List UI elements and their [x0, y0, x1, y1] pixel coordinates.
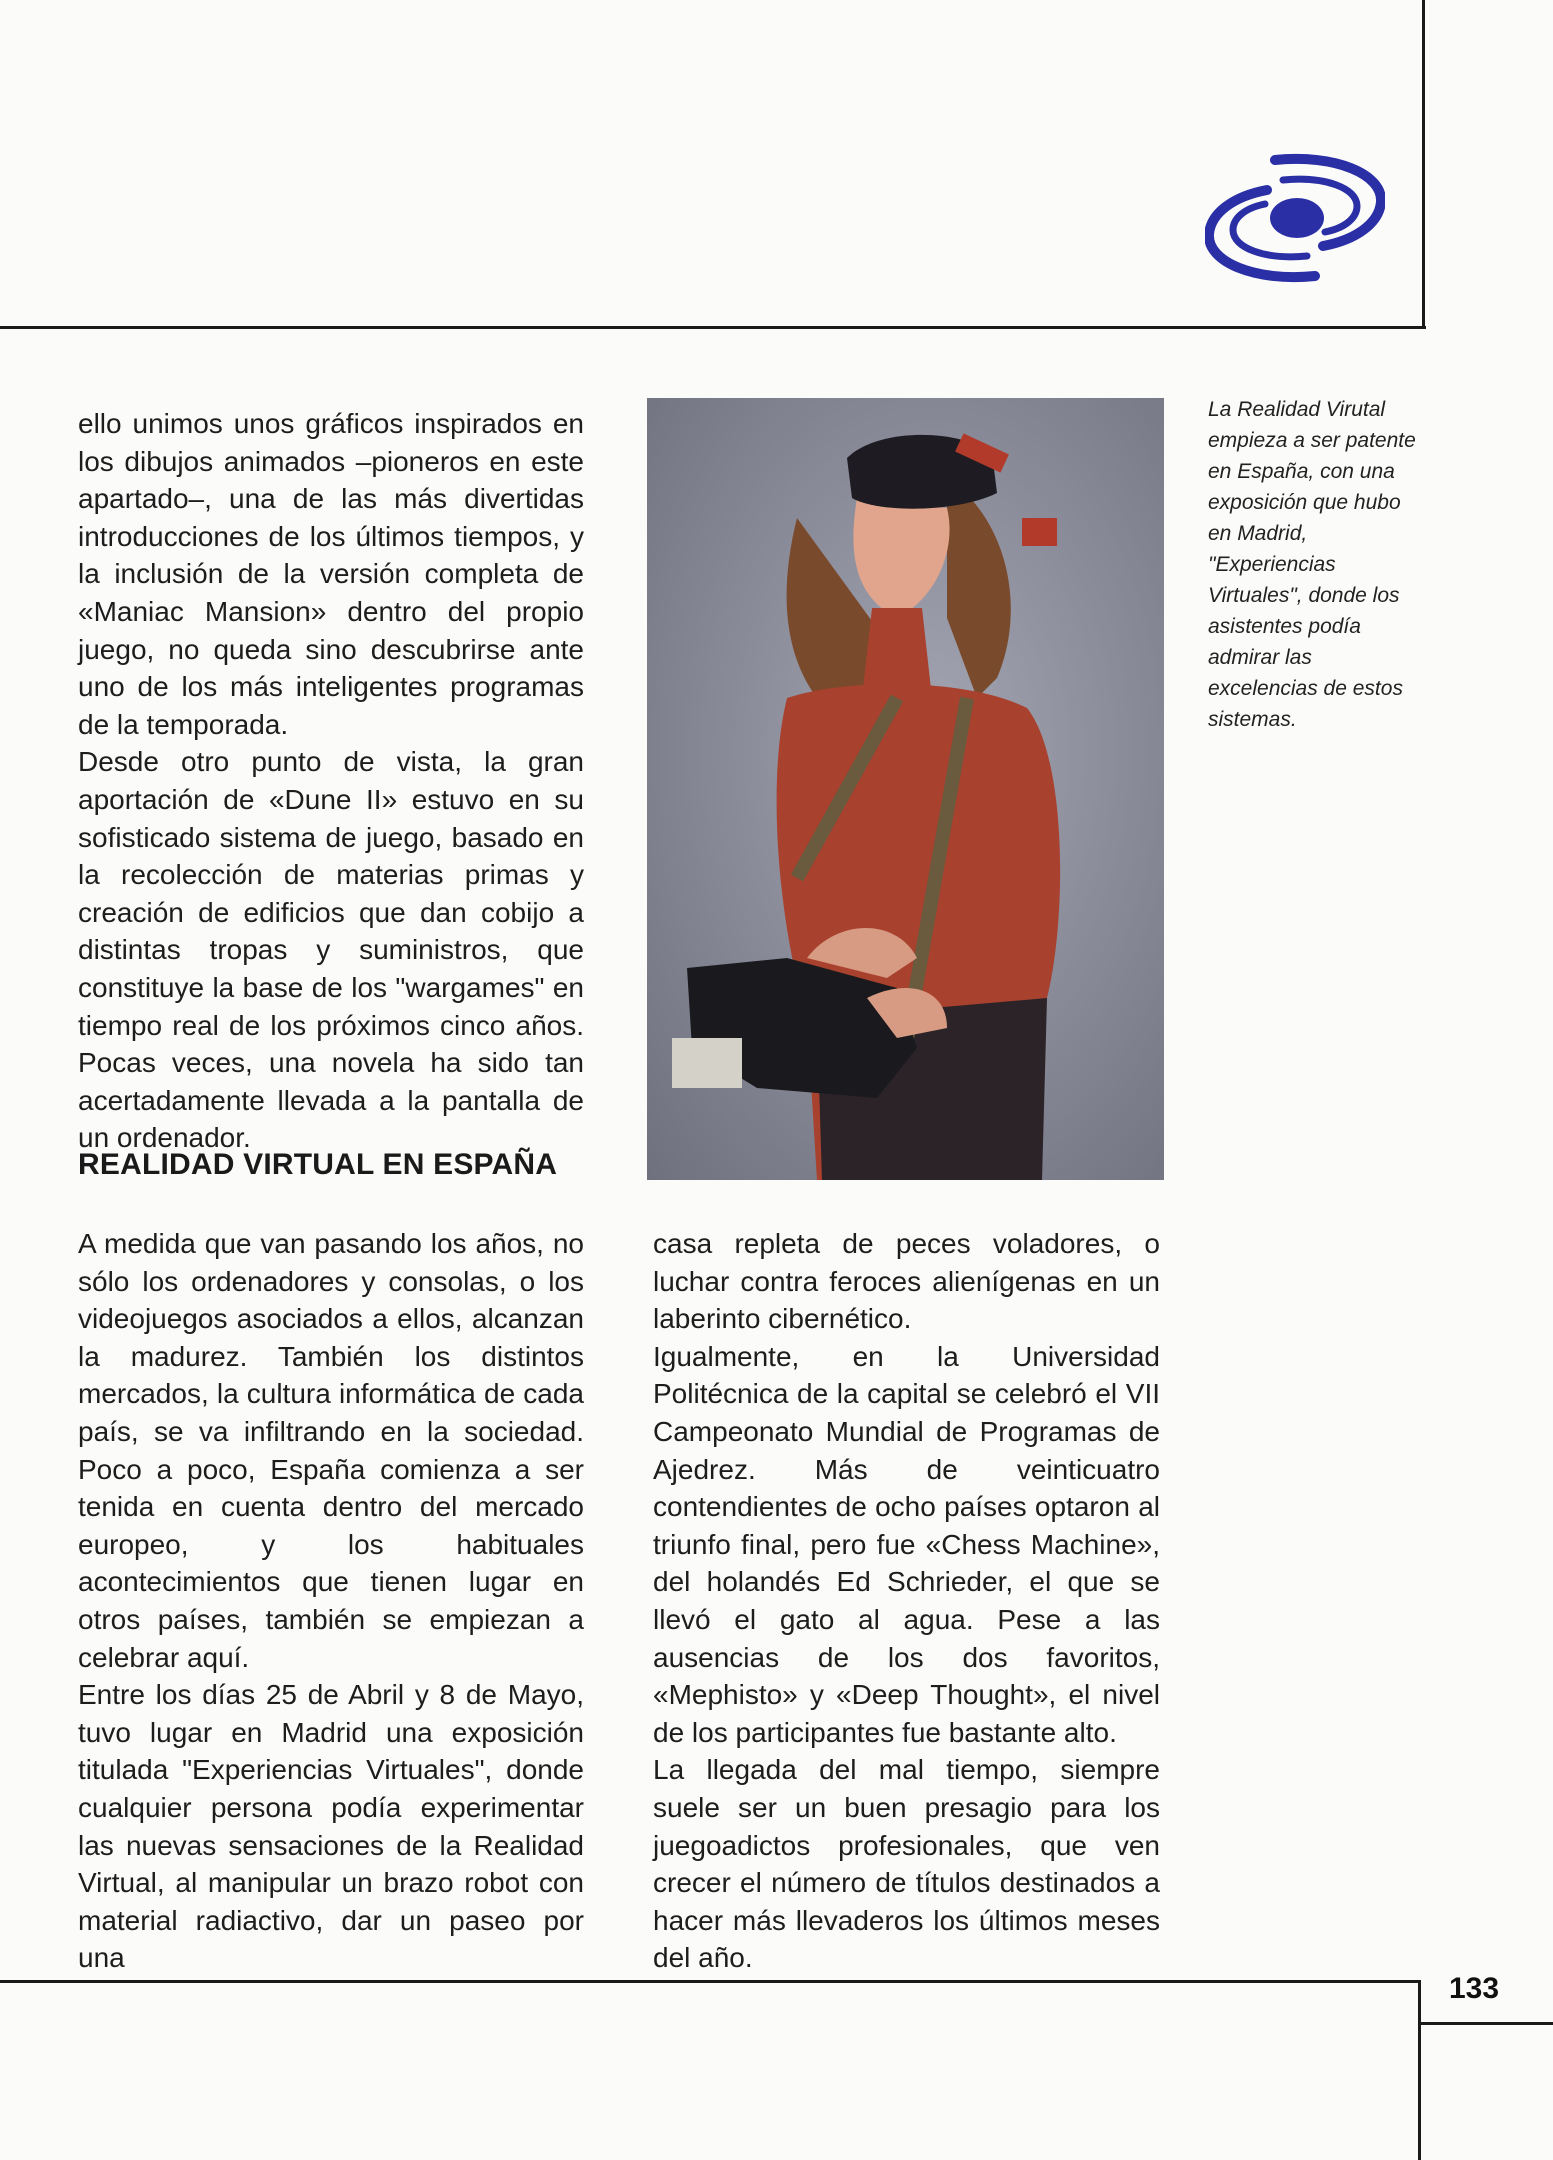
top-vertical-rule [1422, 0, 1425, 329]
top-rule [0, 326, 1426, 329]
magazine-logo [1205, 152, 1385, 284]
bottom-vertical-rule [1418, 1980, 1421, 2160]
paragraph: Entre los días 25 de Abril y 8 de Mayo, tuvo lugar en Madrid una exposición titulada "Experiencias Virtuales", donde cualquier persona podía experimentar las nuevas sensaciones de la Realidad Virtual, al manipular un brazo robot con material radiactivo, dar un paseo por una [78, 1679, 584, 1974]
vr-headset-photo [647, 398, 1164, 1180]
paragraph: ello unimos unos gráficos inspirados en los dibujos animados –pioneros en este apartado–, una de las más divertidas introducciones de los últimos tiempos, y la inclusión de la versión completa de «Maniac Mansion» dentro del propio juego, no queda sino descubrirse ante uno de los más inteligentes programas de la temporada. [78, 408, 584, 740]
section-heading: REALIDAD VIRTUAL EN ESPAÑA [78, 1148, 558, 1181]
photo-caption: La Realidad Virutal empieza a ser patente en España, con una exposición que hubo en Madrid, "Experiencias Virtuales", donde los asistentes podía admirar las excelencias de estos sistemas. [1208, 398, 1416, 731]
paragraph: Igualmente, en la Universidad Politécnica de la capital se celebró el VII Campeonato Mundial de Programas de Ajedrez. Más de veinticuatro contendientes de ocho países optaron al triunfo final, pero fue «Chess Machine», del holandés Ed Schrieder, el que se llevó el gato al agua. Pese a las ausencias de los dos favoritos, «Mephisto» y «Deep Thought», el nivel de los participantes fue bastante alto. [653, 1340, 1160, 1748]
page-number-box-line [1418, 2022, 1553, 2025]
paragraph: A medida que van pasando los años, no sólo los ordenadores y consolas, o los videojuegos asociados a ellos, alcanzan la madurez. También los distintos mercados, la cultura informática de cada país, se va infiltrando en la sociedad. Poco a poco, España comienza a ser tenida en cuenta dentro del mercado europeo, y los habituales acontecimientos que tienen lugar en otros países, también se empiezan a celebrar aquí. [78, 1228, 584, 1673]
bottom-rule [0, 1980, 1420, 1983]
paragraph: La llegada del mal tiempo, siempre suele ser un buen presagio para los juegoadictos profesionales, que ven crecer el número de títulos destinados a hacer más llevaderos los últimos meses del año. [653, 1754, 1160, 1974]
right-column [653, 1225, 1160, 1977]
paragraph: Desde otro punto de vista, la gran aportación de «Dune II» estuvo en su sofisticado sistema de juego, basado en la recolección de materias primas y creación de edificios que dan cobijo a distintas tropas y suministros, que constituye la base de los "wargames" en tiempo real de los próximos cinco años. Pocas veces, una novela ha sido tan acertadamente llevada a la pantalla de un ordenador. [78, 746, 584, 1154]
page-number: 133 [1449, 1972, 1500, 2005]
intro-column [78, 405, 584, 1157]
paragraph: casa repleta de peces voladores, o luchar contra feroces alienígenas en un laberinto cibernético. [653, 1228, 1160, 1335]
left-column [78, 1225, 584, 1977]
